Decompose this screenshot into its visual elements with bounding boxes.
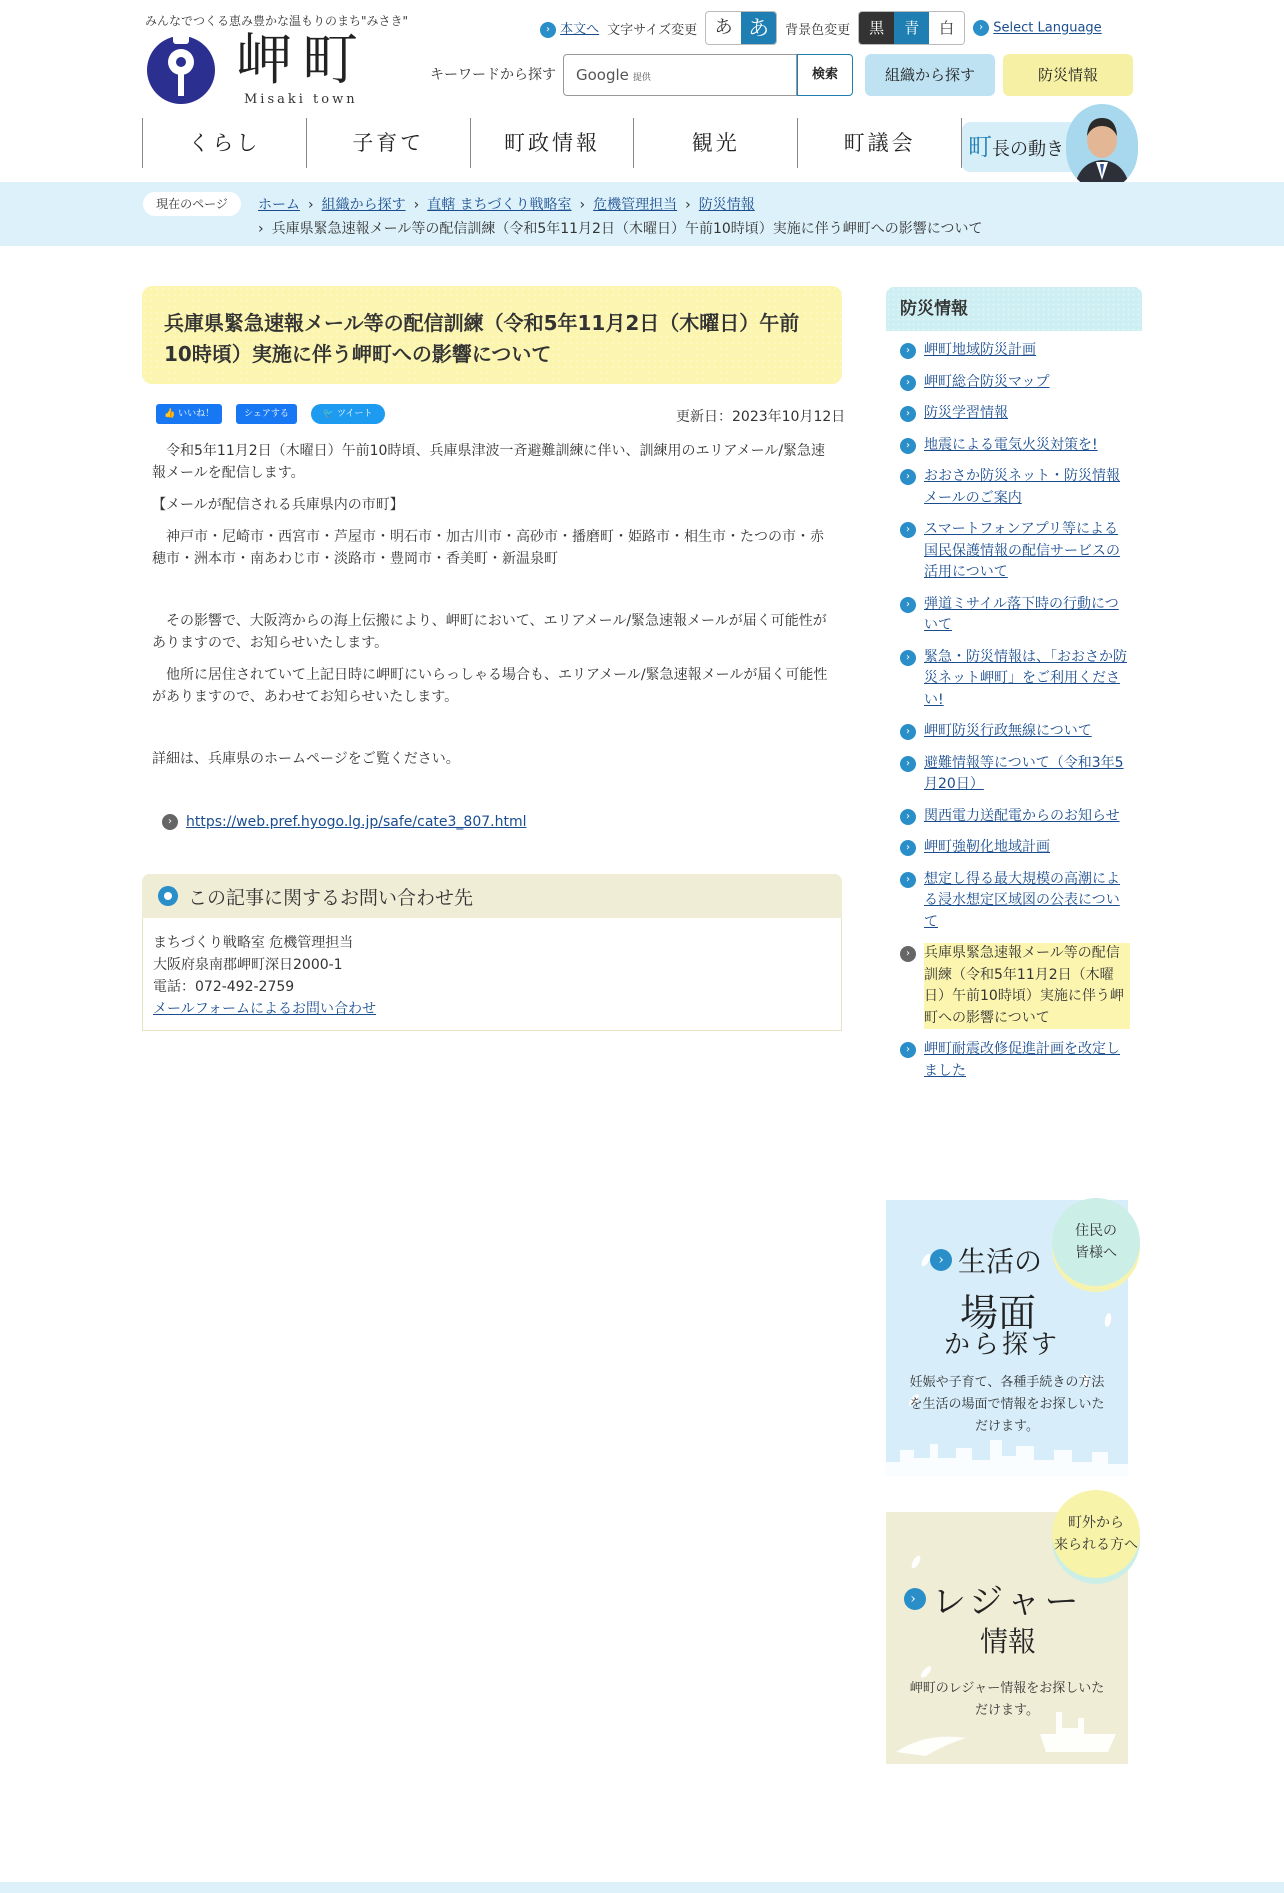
arrow-right-icon: ›: [900, 343, 916, 359]
contact-body: [153, 932, 376, 1020]
logo-english: Misaki town: [244, 92, 358, 107]
arrow-right-icon: ›: [900, 724, 916, 740]
sidebar-item[interactable]: [900, 435, 1130, 457]
banner-title-text: 生活の: [958, 1245, 1043, 1278]
banner-description: 妊娠や子育て、各種手続きの方法を生活の場面で情報をお探しいただけます。: [909, 1375, 1105, 1434]
skip-link-text[interactable]: 本文へ: [560, 22, 600, 38]
search-powered: 提供: [632, 73, 651, 83]
skip-link[interactable]: [540, 18, 599, 38]
breadcrumb-org[interactable]: 組織から探す: [321, 197, 406, 213]
mayor-label-big: 町: [968, 133, 992, 161]
sidebar-item-label[interactable]: おおさか防災ネット・防災情報メールのご案内: [924, 468, 1120, 506]
breadcrumb-home[interactable]: ホーム: [258, 197, 300, 213]
sidebar-item-label[interactable]: 岬町耐震改修促進計画を改定しました: [924, 1041, 1120, 1079]
breadcrumb-here-label: 現在のページ: [143, 192, 241, 216]
font-size-small-button[interactable]: あ: [714, 17, 733, 38]
sidebar-item[interactable]: [900, 753, 1130, 796]
search-input[interactable]: [563, 54, 797, 96]
external-link[interactable]: [162, 814, 526, 830]
circle-bullet-icon: [158, 886, 178, 906]
paragraph: 神戸市・尼崎市・西宮市・芦屋市・明石市・加古川市・高砂市・播磨町・姫路市・相生市・たつの市・赤穂市・洲本市・南あわじ市・淡路市・豊岡市・香美町・新温泉町: [152, 529, 824, 567]
select-language[interactable]: [973, 20, 1102, 36]
mayor-label-rest: 長の動き: [992, 139, 1064, 160]
footer-strip: [0, 1882, 1284, 1893]
global-nav: [142, 118, 962, 168]
banner-description: 岬町のレジャー情報をお探しいただけます。: [909, 1681, 1105, 1718]
arrow-right-icon: ›: [900, 375, 916, 391]
updated-date: 更新日：2023年10月12日: [676, 409, 846, 425]
sidebar-item[interactable]: [900, 403, 1130, 425]
site-tagline: みんなでつくる恵み豊かな温もりのまち"みさき": [145, 14, 409, 28]
arrow-right-icon: ›: [900, 406, 916, 422]
sidebar-item-label[interactable]: 想定し得る最大規模の高潮による浸水想定区域図の公表について: [924, 870, 1120, 930]
sidebar-item-label[interactable]: 避難情報等について（令和3年5月20日）: [924, 754, 1124, 792]
sidebar-item-label: 兵庫県緊急速報メール等の配信訓練（令和5年11月2日（木曜日）午前10時頃）実施に伴う岬町への影響について: [924, 943, 1130, 1029]
sidebar-item[interactable]: [900, 519, 1130, 584]
tweet-label: ツイート: [337, 409, 373, 419]
paragraph: 詳細は、兵庫県のホームページをご覧ください。: [152, 751, 460, 767]
arrow-right-icon: ›: [900, 522, 916, 538]
sidebar-item[interactable]: [900, 869, 1130, 934]
gnav-item-kurashi[interactable]: くらし: [142, 118, 306, 168]
breadcrumb-bousai[interactable]: 防災情報: [698, 197, 755, 213]
disaster-info-button[interactable]: 防災情報: [1003, 54, 1133, 96]
paragraph: その影響で、大阪湾からの海上伝搬により、岬町において、エリアメール/緊急速報メールが届く可能性がありますので、お知らせいたします。: [152, 613, 827, 651]
search-placeholder: Google: [576, 66, 629, 84]
contact-address: 大阪府泉南郡岬町深日2000-1: [153, 957, 343, 973]
bg-color-label: 背景色変更: [785, 22, 851, 38]
banner-title-line: から探す: [944, 1330, 1061, 1360]
search-button[interactable]: 検索: [797, 54, 853, 96]
mayor-photo[interactable]: [1066, 104, 1138, 190]
sidebar-item-label[interactable]: スマートフォンアプリ等による国民保護情報の配信サービスの活用について: [924, 521, 1120, 580]
banner-title-line: 場面: [960, 1291, 1037, 1335]
search-label: キーワードから探す: [430, 67, 556, 83]
arrow-right-icon: ›: [900, 597, 916, 613]
gnav-item-kanko[interactable]: 観光: [633, 118, 797, 168]
thumbs-up-icon: 👍: [164, 409, 179, 419]
sidebar-item[interactable]: [900, 466, 1130, 509]
chevron-right-icon: ›: [579, 197, 586, 213]
article-body: [152, 440, 836, 780]
sidebar-item-label[interactable]: 防災学習情報: [924, 405, 1008, 421]
badge-line: 住民の: [1075, 1223, 1117, 1239]
sidebar-item-label[interactable]: 岬町地域防災計画: [924, 342, 1036, 358]
tweet-button[interactable]: [311, 404, 385, 424]
arrow-right-icon: ›: [900, 1042, 916, 1058]
residents-badge: [1052, 1198, 1140, 1286]
org-search-button[interactable]: 組織から探す: [865, 54, 995, 96]
facebook-share-button[interactable]: シェアする: [236, 404, 297, 424]
sidebar-item: [900, 943, 1130, 1029]
chevron-right-icon: ›: [685, 197, 691, 213]
sidebar-item[interactable]: [900, 837, 1130, 859]
breadcrumb-strategy[interactable]: 直轄 まちづくり戦略室: [427, 197, 572, 213]
breadcrumb-current: [258, 218, 983, 238]
utility-bar: [540, 10, 1102, 46]
gnav-item-chosei[interactable]: 町政情報: [470, 118, 634, 168]
banner-title-text: レジャー: [932, 1582, 1083, 1622]
font-size-large-button[interactable]: あ: [741, 12, 776, 44]
sidebar-item[interactable]: [900, 372, 1130, 394]
paragraph: 【メールが配信される兵庫県内の市町】: [152, 497, 404, 513]
paragraph: 令和5年11月2日（木曜日）午前10時頃、兵庫県津波一斉避難訓練に伴い、訓練用のエリアメール/緊急速報メールを配信します。: [152, 443, 826, 481]
chevron-right-icon: ›: [413, 197, 420, 213]
hyogo-link[interactable]: https://web.pref.hyogo.lg.jp/safe/cate3_807.html: [186, 814, 527, 830]
font-size-label: 文字サイズ変更: [607, 22, 698, 38]
twitter-bird-icon: 🐦: [322, 409, 337, 419]
share-buttons: [156, 404, 385, 424]
page-title: 兵庫県緊急速報メール等の配信訓練（令和5年11月2日（木曜日）午前10時頃）実施に伴う岬町への影響について: [142, 286, 842, 384]
sidebar-item-label[interactable]: 関西電力送配電からのお知らせ: [924, 807, 1120, 824]
town-emblem-icon[interactable]: [145, 32, 217, 104]
sidebar-item[interactable]: [900, 340, 1130, 362]
gnav-item-gikai[interactable]: 町議会: [797, 118, 962, 168]
banner-title-line: [904, 1574, 1082, 1623]
breadcrumb: [258, 194, 755, 214]
sidebar-item[interactable]: [900, 647, 1130, 712]
arrow-right-icon: ›: [900, 809, 916, 825]
badge-line: 皆様へ: [1075, 1245, 1117, 1261]
gnav-item-kosodate[interactable]: 子育て: [306, 118, 470, 168]
sidebar-item-label[interactable]: 岬町強靭化地域計画: [924, 839, 1050, 855]
mayor-activities-link[interactable]: [962, 122, 1077, 172]
arrow-right-icon: ›: [900, 872, 916, 888]
bg-white-button[interactable]: 白: [929, 12, 964, 44]
like-label: いいね！: [178, 409, 215, 419]
contact-heading-text: この記事に関するお問い合わせ先: [188, 886, 474, 909]
bg-black-button[interactable]: 黒: [859, 12, 894, 44]
sidebar-item[interactable]: [900, 721, 1130, 743]
breadcrumb-current-text: 兵庫県緊急速報メール等の配信訓練（令和5年11月2日（木曜日）午前10時頃）実施に伴う岬町への影響について: [271, 221, 983, 237]
chevron-right-icon: ›: [258, 221, 264, 237]
bg-blue-button[interactable]: 青: [894, 12, 929, 44]
badge-line: 町外から: [1068, 1515, 1124, 1531]
sidebar-item[interactable]: [900, 594, 1130, 637]
arrow-right-icon: ›: [900, 469, 916, 485]
sidebar-item-label[interactable]: 岬町総合防災マップ: [924, 373, 1050, 390]
sidebar-heading: 防災情報: [886, 287, 1142, 331]
font-size-toggle: [705, 11, 777, 45]
banner-title-line: 情報: [980, 1625, 1037, 1658]
arrow-right-icon: ›: [162, 814, 178, 830]
arrow-right-icon: ›: [973, 20, 989, 36]
badge-line: 来られる方へ: [1054, 1537, 1138, 1553]
visitors-badge: [1052, 1490, 1140, 1578]
contact-tel: 電話：072-492-2759: [153, 979, 295, 995]
bg-color-toggle: [858, 11, 965, 45]
arrow-right-icon: ›: [900, 946, 916, 962]
paragraph: 他所に居住されていて上記日時に岬町にいらっしゃる場合も、エリアメール/緊急速報メールが届く可能性がありますので、あわせてお知らせいたします。: [152, 667, 828, 705]
sidebar-item-label[interactable]: 弾道ミサイル落下時の行動について: [924, 595, 1119, 633]
arrow-right-icon: ›: [900, 756, 916, 772]
chevron-right-icon: ›: [308, 197, 314, 213]
sidebar-item-label[interactable]: 地震による電気火災対策を!: [924, 436, 1098, 453]
arrow-right-icon: ›: [900, 840, 916, 856]
sidebar-item-label[interactable]: 緊急・防災情報は、「おおさか防災ネット岬町」をご利用ください!: [924, 648, 1127, 708]
sidebar-list: [900, 340, 1130, 1092]
arrow-right-icon: ›: [900, 650, 916, 666]
arrow-right-icon: ›: [900, 438, 916, 454]
contact-heading: [142, 874, 842, 918]
logo-name[interactable]: 岬町: [236, 28, 368, 93]
facebook-like-button[interactable]: [156, 404, 222, 424]
arrow-right-icon: ›: [540, 22, 556, 38]
banner-title-line: [930, 1240, 1042, 1280]
sidebar-item-label[interactable]: 岬町防災行政無線について: [924, 723, 1092, 739]
select-language-link[interactable]: Select Language: [993, 20, 1102, 36]
arrow-right-icon: ›: [904, 1588, 926, 1610]
sidebar-item[interactable]: [900, 806, 1130, 828]
sidebar-item[interactable]: [900, 1039, 1130, 1082]
contact-mail-link[interactable]: メールフォームによるお問い合わせ: [153, 1001, 377, 1017]
arrow-right-icon: ›: [930, 1249, 952, 1271]
breadcrumb-crisis[interactable]: 危機管理担当: [593, 197, 678, 213]
contact-dept: まちづくり戦略室 危機管理担当: [153, 935, 354, 951]
